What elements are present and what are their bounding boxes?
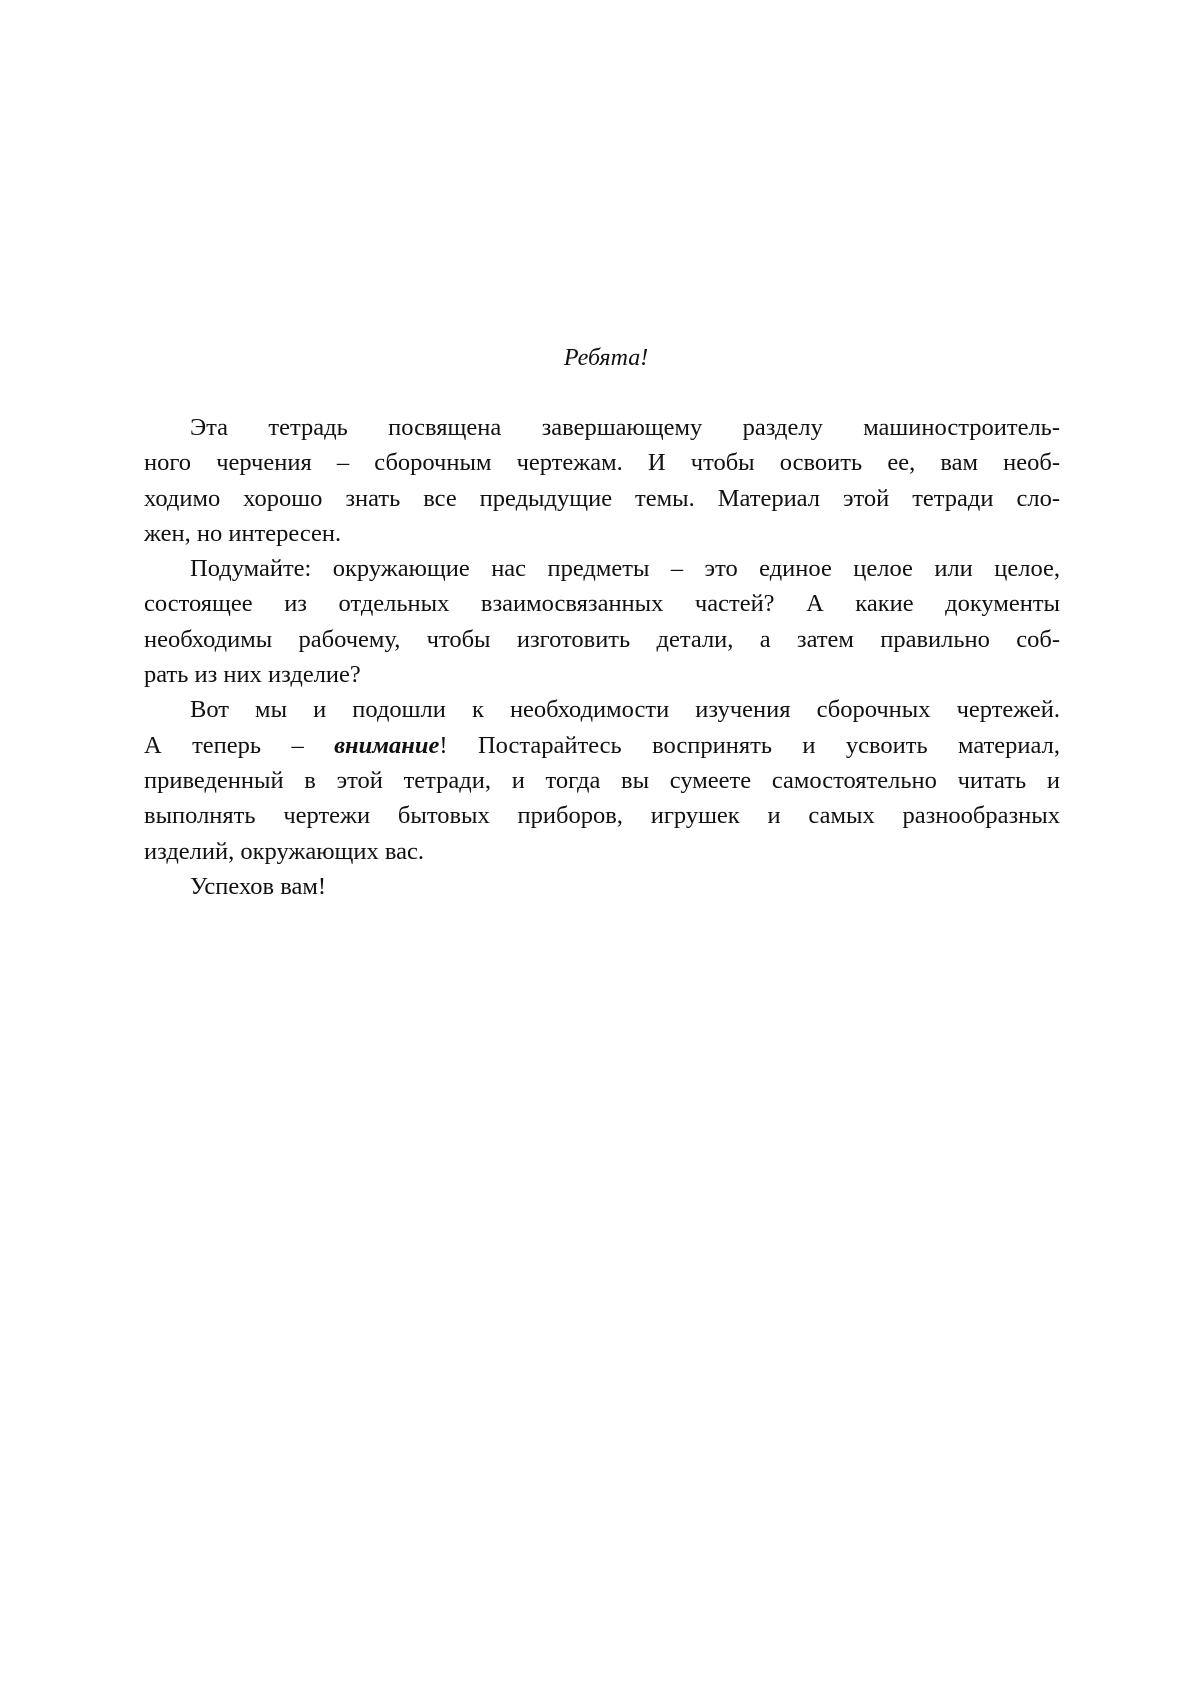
- paragraph-line: необходимы рабочему, чтобы изготовить детали, а затем правильно соб-: [144, 625, 1060, 653]
- paragraph-line: Вот мы и подошли к необходимости изучения сборочных чертежей.: [190, 696, 1060, 724]
- paragraph-line: выполнять чертежи бытовых приборов, игрушек и самых разнообразных: [144, 802, 1060, 830]
- paragraph-line: рать из них изделие?: [144, 661, 361, 689]
- paragraph-attention: [144, 692, 1060, 868]
- paragraph-closing: [144, 869, 1060, 904]
- paragraph-line: ходимо хорошо знать все предыдущие темы. Материал этой тетради сло-: [144, 484, 1060, 512]
- paragraph-line: состоящее из отдельных взаимосвязанных частей? А какие документы: [144, 590, 1060, 618]
- greeting-heading: Ребята!: [563, 345, 649, 371]
- text-segment: ! Постарайтесь воспринять и усвоить материал,: [439, 731, 1060, 759]
- paragraph-line: изделий, окружающих вас.: [144, 837, 424, 865]
- paragraph-line: приведенный в этой тетради, и тогда вы сумеете самостоятельно читать и: [144, 766, 1060, 794]
- paragraph-line: Эта тетрадь посвящена завершающему разделу машиностроитель-: [190, 414, 1060, 441]
- emphasis-word: внимание: [334, 731, 440, 759]
- paragraph-intro: [144, 410, 1060, 551]
- paragraph-line-attention: [144, 728, 1060, 763]
- body-text: [144, 410, 1060, 904]
- closing-line: Успехов вам!: [190, 872, 326, 900]
- paragraph-question: [144, 551, 1060, 692]
- paragraph-line: ного черчения – сборочным чертежам. И чтобы освоить ее, вам необ-: [144, 449, 1060, 477]
- text-segment: А теперь –: [144, 731, 335, 759]
- paragraph-line: Подумайте: окружающие нас предметы – это единое целое или целое,: [190, 555, 1060, 583]
- paragraph-line: жен, но интересен.: [144, 519, 342, 547]
